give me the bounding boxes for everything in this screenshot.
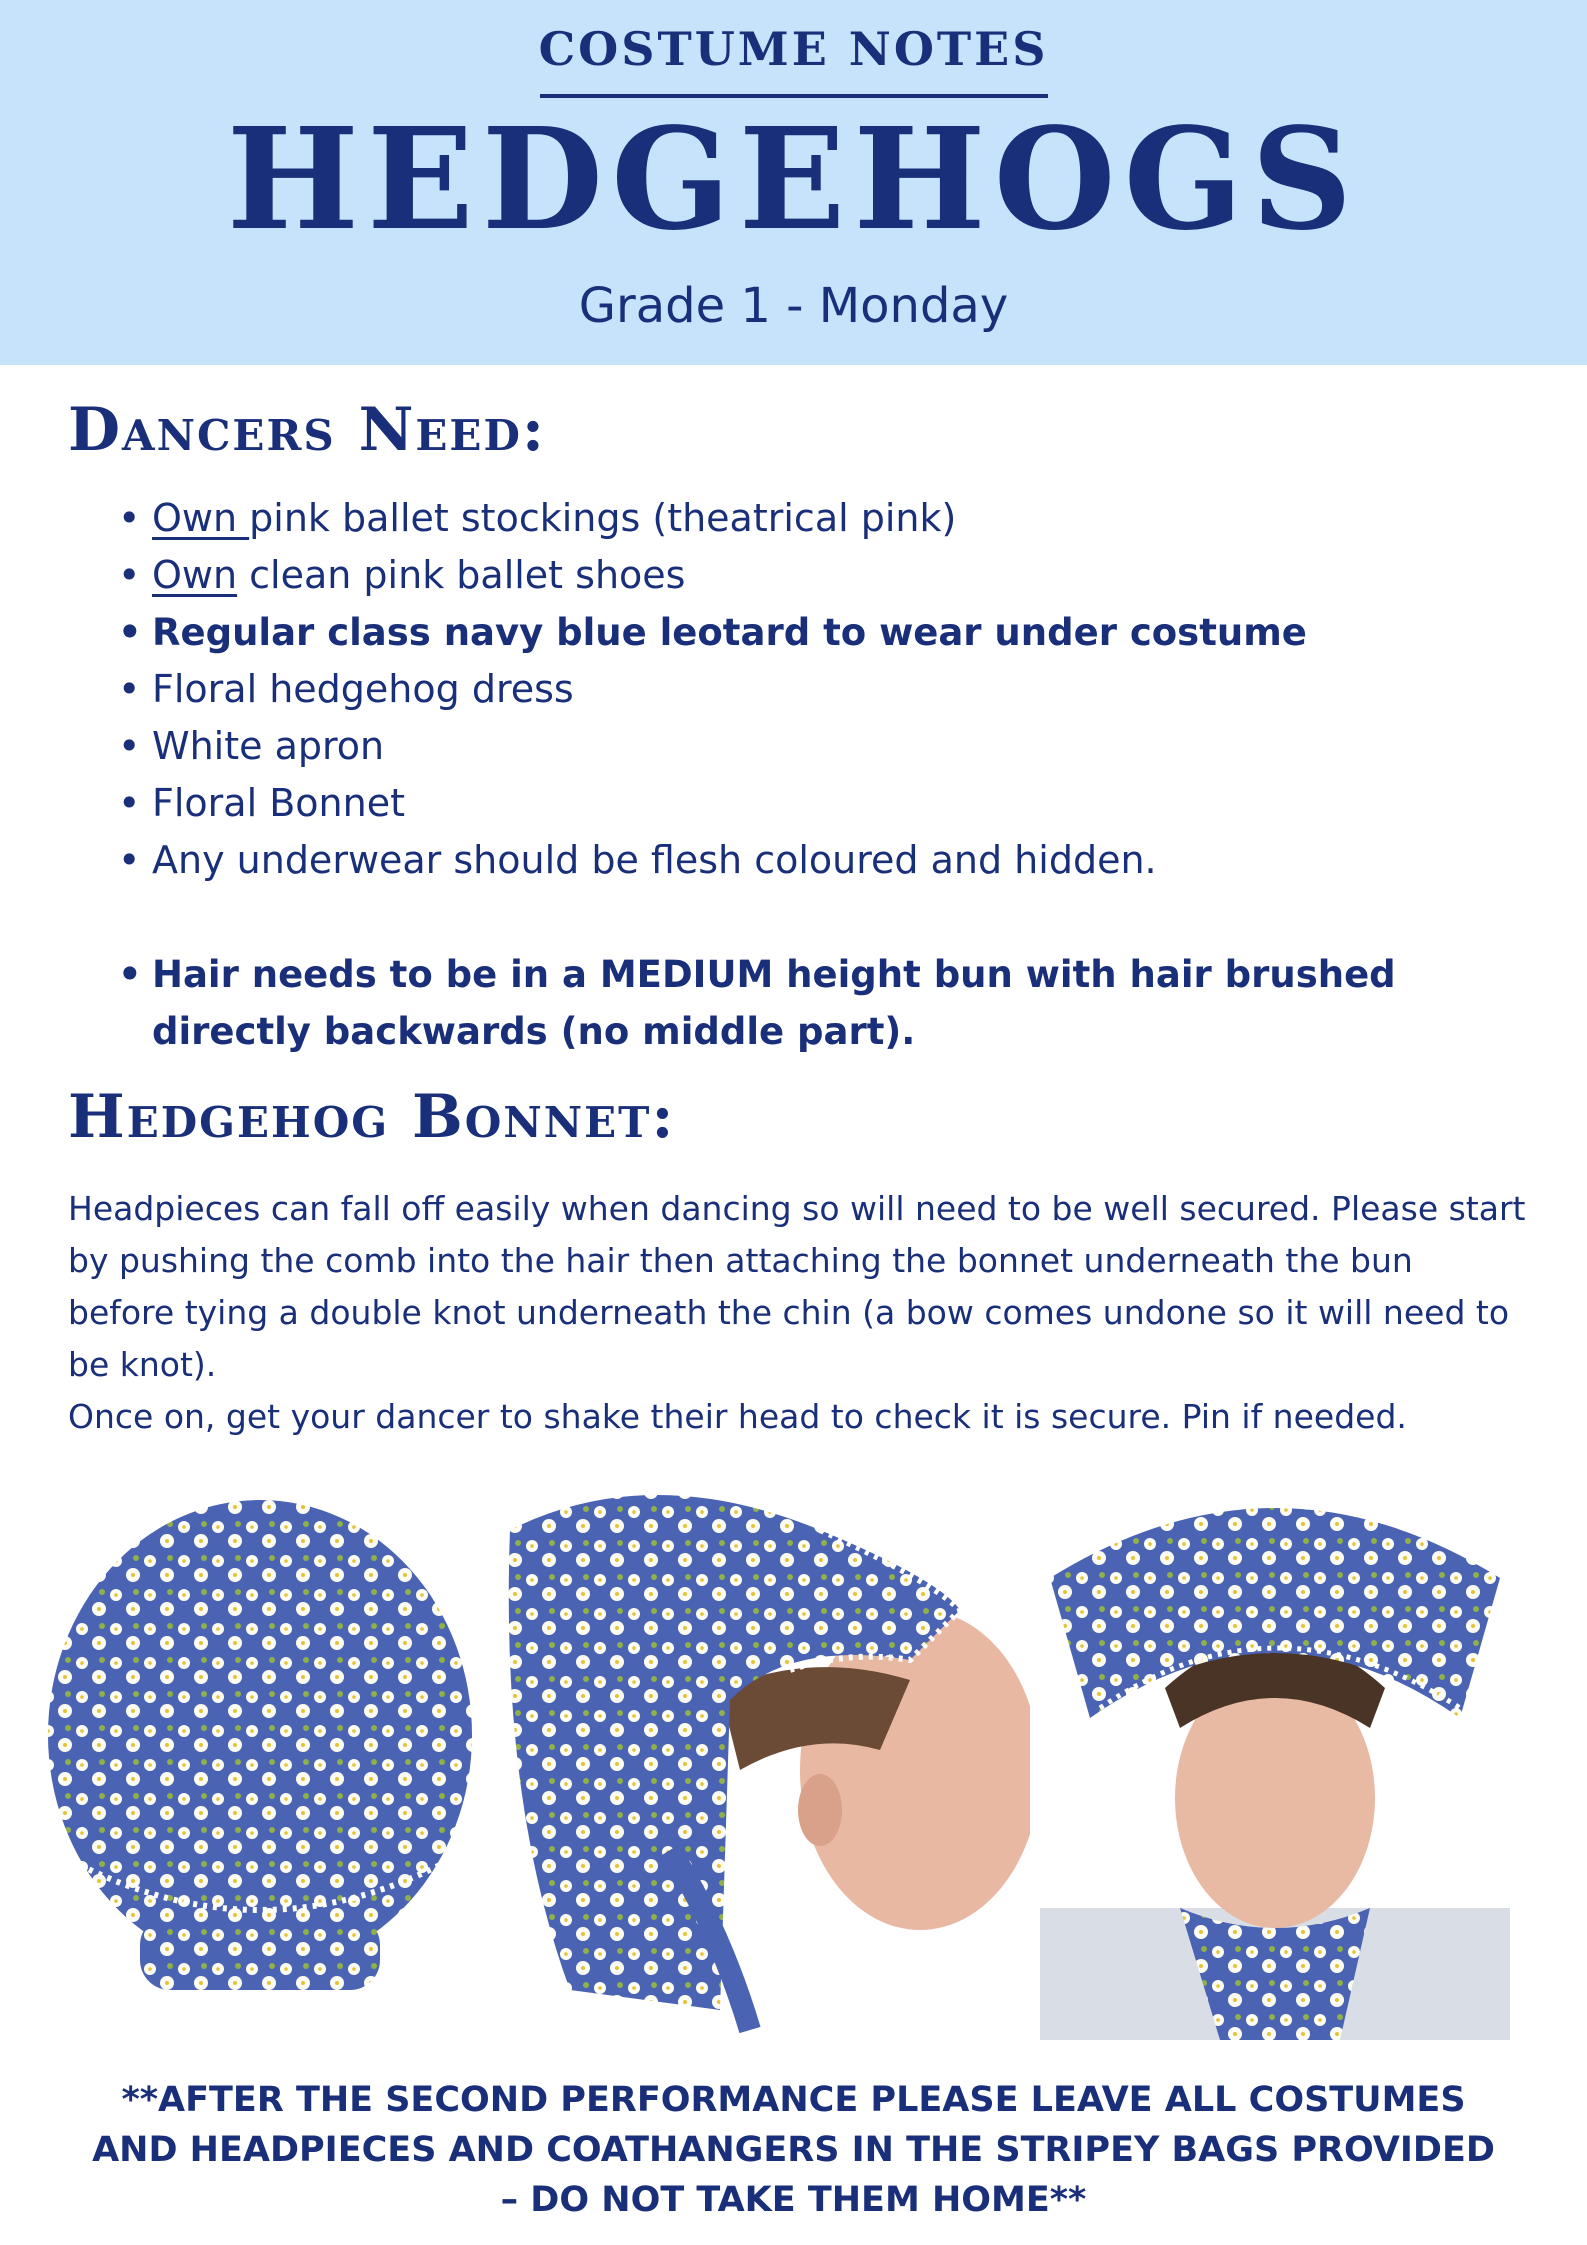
dancers-need-list: [118, 490, 1468, 1060]
item-text: Any underwear should be flesh coloured and hidden.: [152, 838, 1157, 882]
item-text: Floral hedgehog dress: [152, 667, 574, 711]
item-underlined-word: Own: [152, 553, 238, 597]
item-text: Hair needs to be in a MEDIUM height bun with hair brushed directly backwards (no middle part).: [152, 953, 1396, 1053]
list-item: [118, 718, 1468, 775]
list-item: [118, 547, 1468, 604]
list-item: [118, 832, 1468, 889]
item-text: pink ballet stockings (theatrical pink): [249, 496, 957, 540]
list-item: [118, 604, 1468, 661]
item-text: clean pink ballet shoes: [237, 553, 686, 597]
footer-notice: **AFTER THE SECOND PERFORMANCE PLEASE LEAVE ALL COSTUMES AND HEADPIECES AND COATHANGERS IN THE STRIPEY BAGS PROVIDED – DO NOT TAKE THEM HOME**: [92, 2080, 1495, 2220]
list-item: [118, 775, 1468, 832]
item-underlined-word: Own: [152, 496, 250, 540]
item-text: Regular class navy blue leotard to wear under costume: [152, 611, 1307, 654]
page-title: HEDGEHOGS: [226, 98, 1361, 262]
bonnet-back-photo: [40, 1485, 480, 2005]
kicker-text: COSTUME NOTES: [538, 22, 1049, 76]
list-item: [118, 946, 1468, 1060]
item-text: White apron: [152, 724, 385, 768]
page-subtitle: Grade 1 - Monday: [578, 278, 1009, 334]
list-item: [118, 661, 1468, 718]
bonnet-check-note: Once on, get your dancer to shake their head to check it is secure. Pin if needed.: [68, 1397, 1407, 1436]
header-banner: [0, 0, 1587, 365]
bonnet-instructions: Headpieces can fall off easily when dancing so will need to be well secured. Please start by pushing the comb into the hair then attaching the bonnet underneath the bun before tying a double knot underneath the chin (a bow comes undone so it will need to be knot).: [68, 1189, 1526, 1384]
bonnet-side-photo: [490, 1470, 1030, 2040]
dancers-need-heading: Dancers Need:: [68, 395, 547, 465]
bonnet-front-photo: [1040, 1468, 1510, 2040]
bonnet-heading: Hedgehog Bonnet:: [68, 1082, 676, 1152]
list-item: [118, 490, 1468, 547]
item-text: Floral Bonnet: [152, 781, 405, 825]
